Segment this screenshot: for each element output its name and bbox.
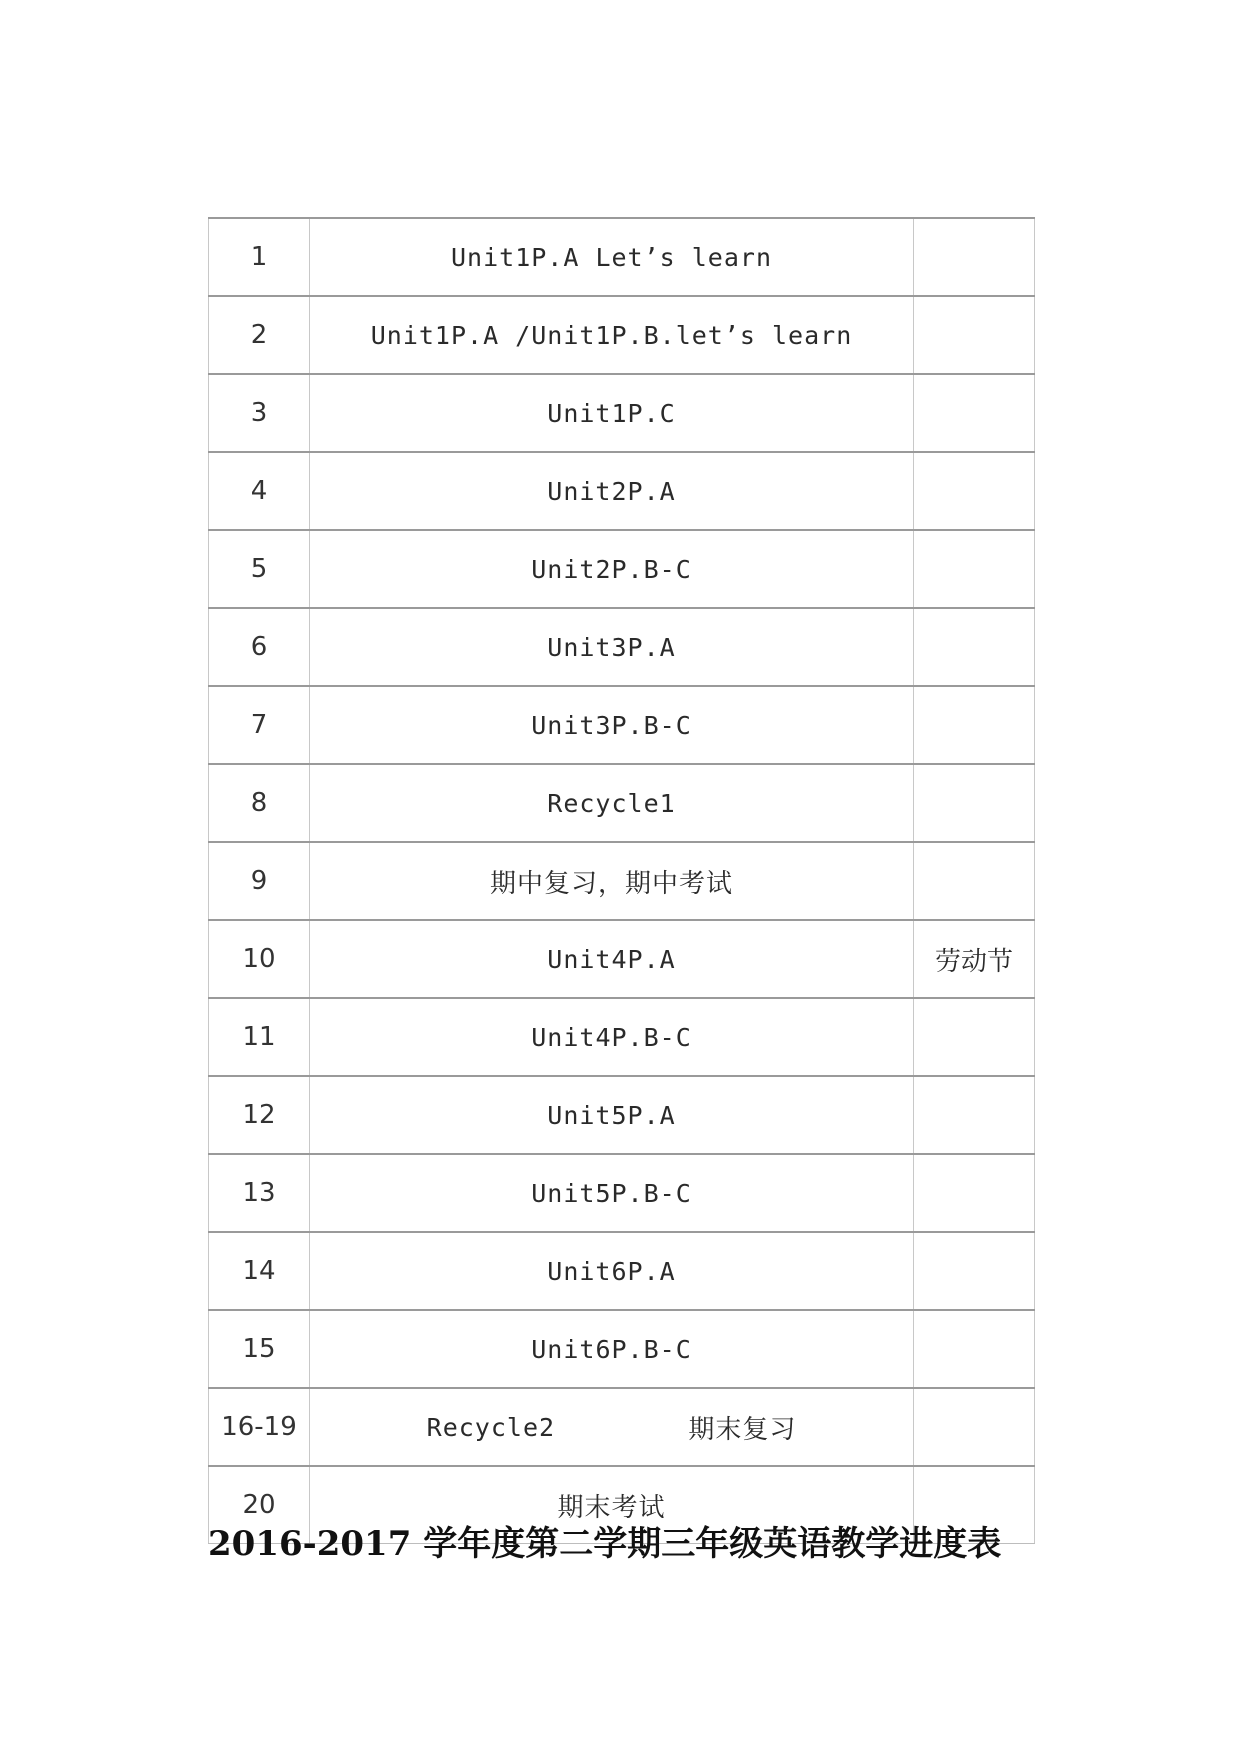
content-cell: Unit2P.A	[310, 452, 914, 530]
week-cell: 14	[209, 1232, 310, 1310]
content-cell: Unit5P.B-C	[310, 1154, 914, 1232]
week-cell: 7	[209, 686, 310, 764]
note-cell	[914, 1388, 1035, 1466]
note-cell	[914, 608, 1035, 686]
week-cell: 13	[209, 1154, 310, 1232]
note-cell	[914, 1232, 1035, 1310]
content-part-review-unit: Recycle2	[426, 1412, 556, 1442]
content-split	[310, 1409, 913, 1446]
content-cell: 期末考试	[310, 1466, 914, 1544]
week-cell: 9	[209, 842, 310, 920]
table-row	[209, 764, 1035, 842]
note-cell	[914, 218, 1035, 296]
week-cell: 3	[209, 374, 310, 452]
table-row	[209, 374, 1035, 452]
note-cell	[914, 998, 1035, 1076]
content-cell: Unit4P.B-C	[310, 998, 914, 1076]
week-cell: 6	[209, 608, 310, 686]
table-row	[209, 686, 1035, 764]
note-cell	[914, 764, 1035, 842]
table-row	[209, 1388, 1035, 1466]
content-cell: Unit6P.B-C	[310, 1310, 914, 1388]
week-cell: 16-19	[209, 1388, 310, 1466]
note-cell	[914, 1076, 1035, 1154]
content-cell: Unit6P.A	[310, 1232, 914, 1310]
week-cell: 2	[209, 296, 310, 374]
content-cell: Unit1P.A Let’s learn	[310, 218, 914, 296]
table-row	[209, 920, 1035, 998]
note-cell	[914, 842, 1035, 920]
note-cell	[914, 374, 1035, 452]
table-row	[209, 1232, 1035, 1310]
week-cell: 15	[209, 1310, 310, 1388]
week-cell: 8	[209, 764, 310, 842]
week-cell: 10	[209, 920, 310, 998]
content-cell: Unit4P.A	[310, 920, 914, 998]
content-cell	[310, 1388, 914, 1466]
note-cell	[914, 686, 1035, 764]
note-cell	[914, 530, 1035, 608]
week-cell: 5	[209, 530, 310, 608]
note-cell: 劳动节	[914, 920, 1035, 998]
content-cell: Unit1P.C	[310, 374, 914, 452]
note-cell	[914, 296, 1035, 374]
schedule-table	[208, 217, 1035, 1544]
content-cell: Recycle1	[310, 764, 914, 842]
table-row	[209, 1076, 1035, 1154]
note-cell	[914, 1310, 1035, 1388]
table-row	[209, 842, 1035, 920]
table-row	[209, 1310, 1035, 1388]
table-row	[209, 1154, 1035, 1232]
document-title: 2016-2017 学年度第二学期三年级英语教学进度表	[208, 1524, 1002, 1564]
content-cell: 期中复习，期中考试	[310, 842, 914, 920]
table-row	[209, 452, 1035, 530]
content-cell: Unit3P.A	[310, 608, 914, 686]
content-cell: Unit5P.A	[310, 1076, 914, 1154]
table-row	[209, 530, 1035, 608]
week-cell: 11	[209, 998, 310, 1076]
content-cell: Unit2P.B-C	[310, 530, 914, 608]
week-cell: 12	[209, 1076, 310, 1154]
note-cell	[914, 1154, 1035, 1232]
week-cell: 20	[209, 1466, 310, 1544]
content-cell: Unit3P.B-C	[310, 686, 914, 764]
week-cell: 1	[209, 218, 310, 296]
content-part-final-review: 期末复习	[688, 1414, 797, 1445]
table-row	[209, 608, 1035, 686]
note-cell	[914, 452, 1035, 530]
week-cell: 4	[209, 452, 310, 530]
table-row	[209, 218, 1035, 296]
table-row	[209, 296, 1035, 374]
content-cell: Unit1P.A /Unit1P.B.let’s learn	[310, 296, 914, 374]
table-row	[209, 998, 1035, 1076]
